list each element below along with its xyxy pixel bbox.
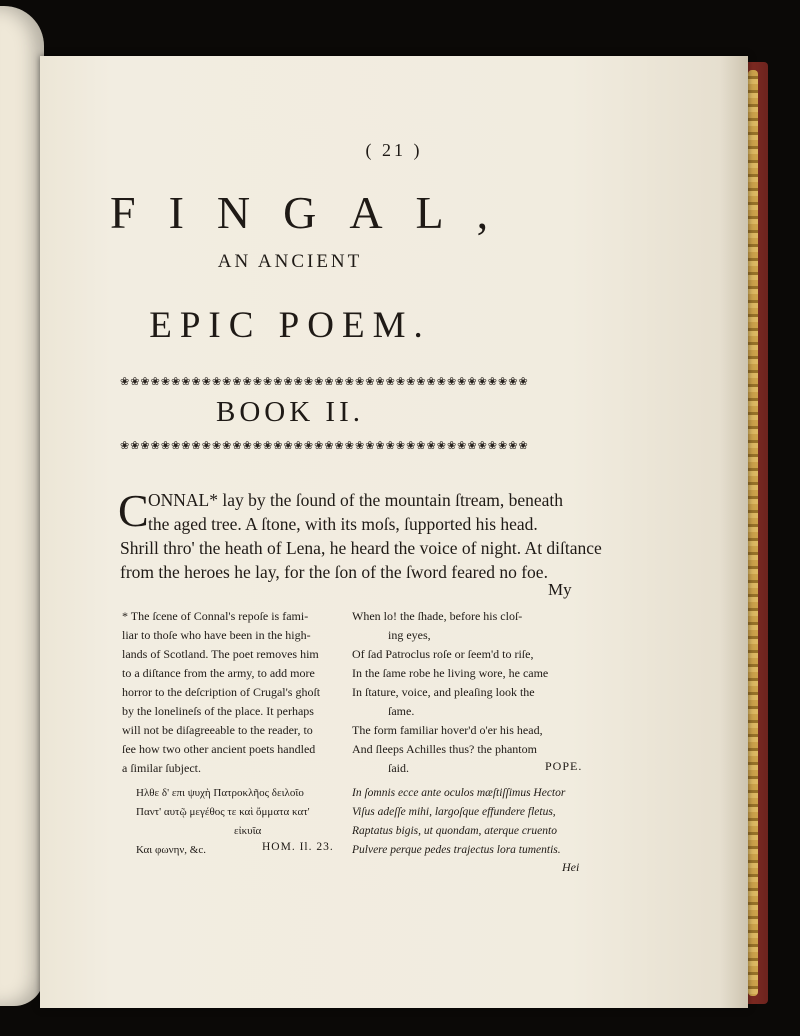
footnote-line: by the lonelineſs of the place. It perhaps	[122, 704, 314, 718]
footnote-line: horror to the deſcription of Crugal's ghoſt	[122, 685, 321, 699]
footnote-line: In the ſame robe he living wore, he came	[352, 666, 549, 680]
footnote-right-column	[352, 607, 588, 778]
body-line: from the heroes he lay, for the ſon of the ſword feared no foe.	[120, 562, 548, 582]
footnote-line: The form familiar hover'd o'er his head,	[352, 723, 543, 737]
title-an-ancient: AN ANCIENT	[217, 251, 363, 272]
body-line: Shrill thro' the heath of Lena, he heard the voice of night. At diſtance	[120, 538, 602, 558]
footnote-line: a ſimilar ſubject.	[122, 761, 201, 775]
latin-line: Pulvere perque pedes trajectus lora tumentis.	[352, 844, 561, 856]
footnote-line: ſaid.	[388, 761, 409, 775]
latin-line: Viſus adeſſe mihi, largoſque effundere fletus,	[352, 806, 556, 818]
footnote-line: lands of Scotland. The poet removes him	[122, 647, 319, 661]
footnote-line: ſee how two other ancient poets handled	[122, 742, 316, 756]
title-epic-poem: EPIC POEM.	[149, 305, 431, 346]
greek-quotation	[136, 784, 376, 860]
footnote-left-column	[122, 607, 370, 778]
footnote-line: When lo! the ſhade, before his cloſ-	[352, 609, 523, 623]
footnote-line: to a diſtance from the army, to add more	[122, 666, 315, 680]
footnote-line: will not be diſagreeable to the reader, to	[122, 723, 313, 737]
latin-line: In ſomnis ecce ante oculos mæſtiſſimus Hector	[352, 787, 566, 799]
latin-quotation	[352, 784, 592, 860]
footnote-line: liar to thoſe who have been in the high-	[122, 628, 311, 642]
page-number: ( 21 )	[365, 140, 423, 160]
greek-line: Παντ' αυτῷ μεγέθος τε καὶ ὄμματα κατ'	[136, 806, 310, 818]
greek-line: Και φωνην, &c.	[136, 844, 206, 856]
footnote-line: In ſtature, voice, and pleaſing look the	[352, 685, 535, 699]
body-paragraph	[118, 485, 602, 584]
drop-cap: C	[118, 485, 149, 536]
book-page	[40, 56, 748, 1008]
body-line: ONNAL* lay by the ſound of the mountain ſtream, beneath	[148, 490, 564, 510]
greek-line: Ηλθε δ' επι ψυχὴ Πατροκλῆος δειλοῖο	[136, 787, 304, 799]
homer-reference: HOM. Il. 23.	[262, 841, 334, 853]
ornament-rule-bottom: ❀❀❀❀❀❀❀❀❀❀❀❀❀❀❀❀❀❀❀❀❀❀❀❀❀❀❀❀❀❀❀❀❀❀❀❀❀❀❀❀	[120, 440, 529, 452]
facing-page-edge	[0, 6, 44, 1006]
greek-line: εἰκυῖα	[234, 825, 262, 837]
footnote-line: * The ſcene of Connal's repoſe is fami-	[122, 609, 309, 623]
footnote-catchword: Hei	[562, 860, 580, 874]
catchword: My	[548, 580, 572, 599]
footnote-line: ſame.	[388, 704, 415, 718]
pope-attribution: POPE.	[545, 759, 583, 773]
latin-line: Raptatus bigis, ut quondam, aterque cruento	[352, 825, 557, 837]
ornament-rule-top: ❀❀❀❀❀❀❀❀❀❀❀❀❀❀❀❀❀❀❀❀❀❀❀❀❀❀❀❀❀❀❀❀❀❀❀❀❀❀❀❀	[120, 376, 529, 388]
body-line: the aged tree. A ſtone, with its moſs, ſupported his head.	[148, 514, 538, 534]
footnote-line: Of ſad Patroclus roſe or ſeem'd to riſe,	[352, 647, 534, 661]
book-heading: BOOK II.	[216, 396, 364, 428]
footnote-line: And ſleeps Achilles thus? the phantom	[352, 742, 537, 756]
gilt-border	[748, 70, 758, 996]
footnote-line: ing eyes,	[388, 628, 431, 642]
title-fingal: FINGAL,	[110, 187, 522, 238]
